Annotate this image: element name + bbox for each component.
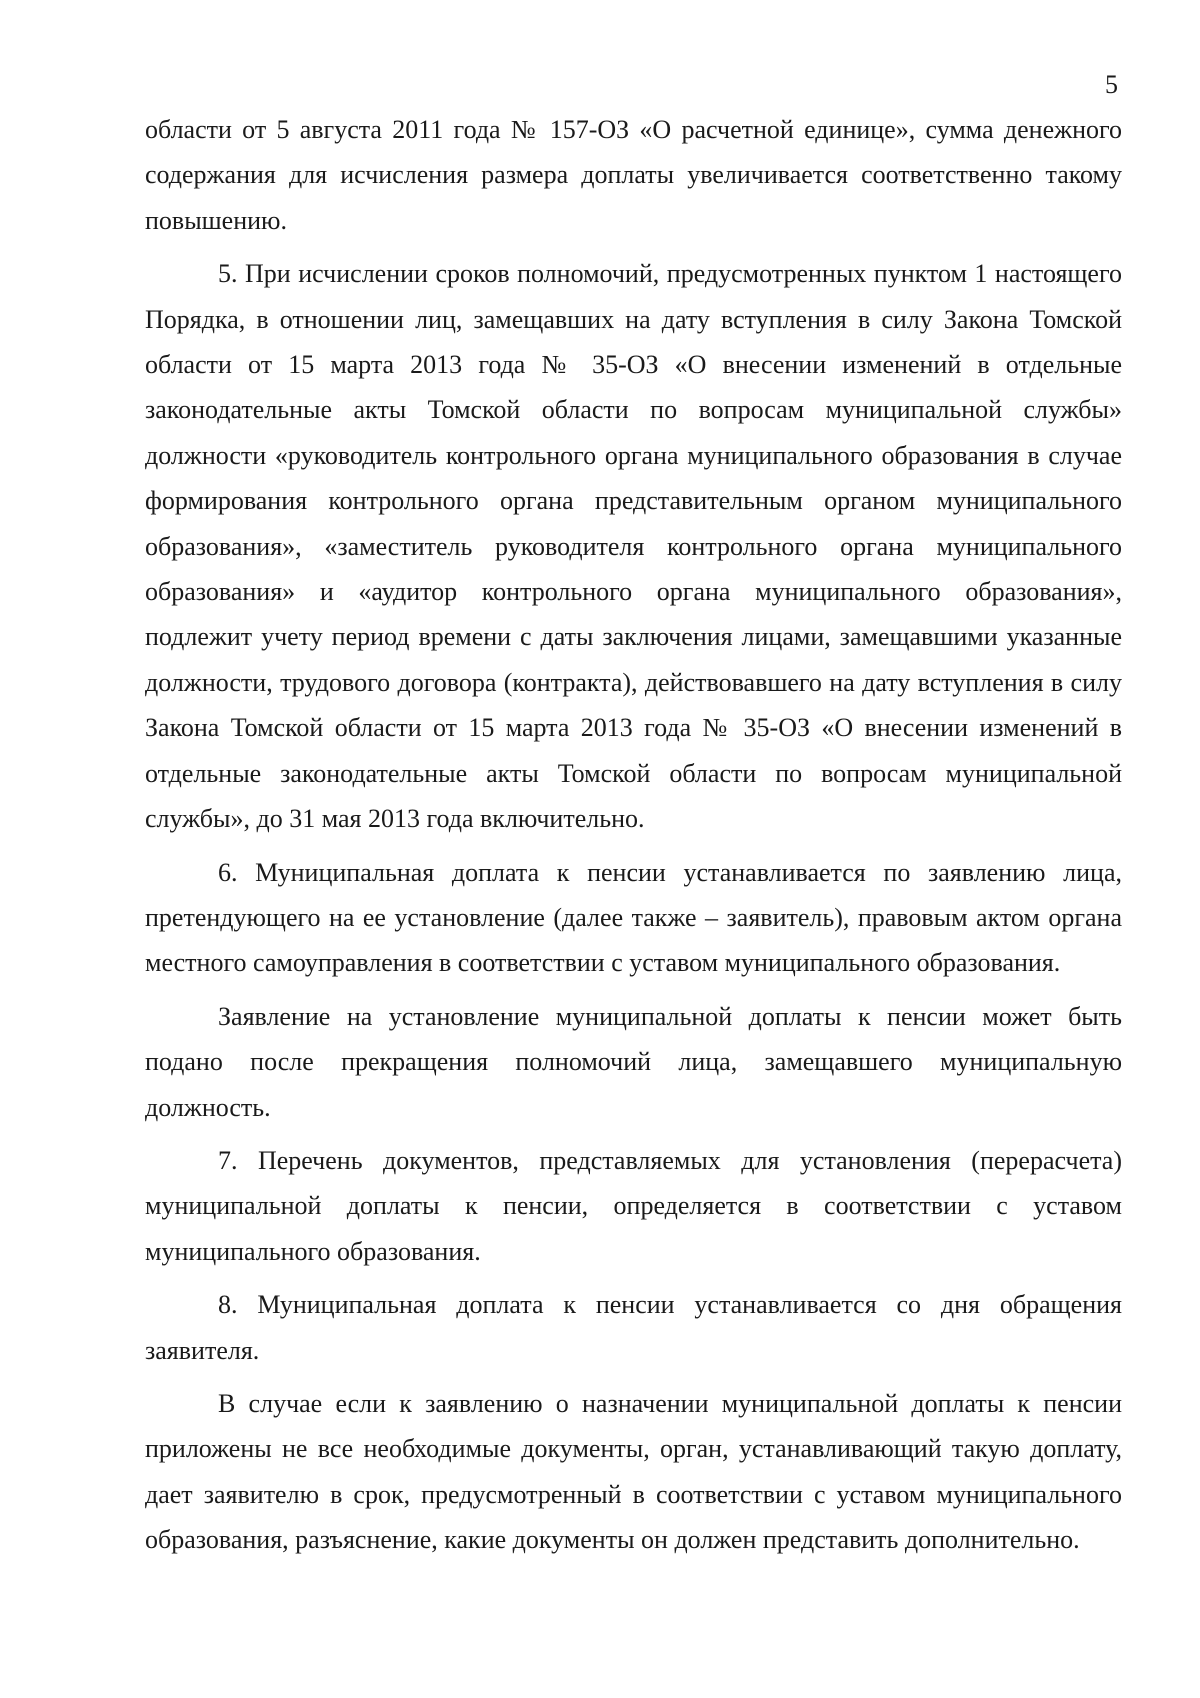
paragraph-item-6: 6. Муниципальная доплата к пенсии устанавливается по заявлению лица, претендующего на ее установление (далее также – заявитель), правовым актом органа местного самоуправления в соответствии с уставом муниципального образования. [145, 857, 1122, 978]
paragraph-item-6-application: Заявление на установление муниципальной доплаты к пенсии может быть подано после прекращения полномочий лица, замещавшего муниципальную должность. [145, 1001, 1122, 1122]
document-body [145, 107, 1122, 1563]
paragraph-item-8: 8. Муниципальная доплата к пенсии устанавливается со дня обращения заявителя. [145, 1290, 1122, 1365]
paragraph-item-5: 5. При исчислении сроков полномочий, предусмотренных пунктом 1 настоящего Порядка, в отношении лиц, замещавших на дату вступления в силу Закона Томской области от 15 марта 2013 года № 35-ОЗ «О внесении изменений в отдельные законодательные акты Томской области по вопросам муниципальной службы» должности «руководитель контрольного органа муниципального образования в случае формирования контрольного органа представительным органом муниципального образования», «заместитель руководителя контрольного органа муниципального образования» и «аудитор контрольного органа муниципального образования», подлежит учету период времени с даты заключения лицами, замещавшими указанные должности, трудового договора (контракта), действовавшего на дату вступления в силу Закона Томской области от 15 марта 2013 года № 35-ОЗ «О внесении изменений в отдельные законодательные акты Томской области по вопросам муниципальной службы», до 31 мая 2013 года включительно. [145, 259, 1122, 834]
paragraph-continuation: области от 5 августа 2011 года № 157-ОЗ «О расчетной единице», сумма денежного содержания для исчисления размера доплаты увеличивается соответственно такому повышению. [145, 115, 1122, 235]
paragraph-item-7: 7. Перечень документов, представляемых для установления (перерасчета) муниципальной доплаты к пенсии, определяется в соответствии с уставом муниципального образования. [145, 1145, 1122, 1266]
paragraph-item-8-documents: В случае если к заявлению о назначении муниципальной доплаты к пенсии приложены не все необходимые документы, орган, устанавливающий такую доплату, дает заявителю в срок, предусмотренный в соответствии с уставом муниципального образования, разъяснение, какие документы он должен представить дополнительно. [145, 1388, 1122, 1555]
page-number: 5 [1105, 70, 1118, 99]
